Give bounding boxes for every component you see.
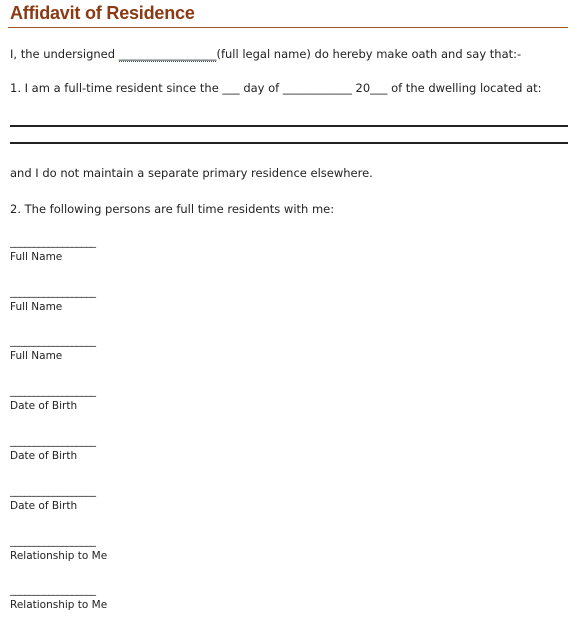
- address-line-2[interactable]: [10, 142, 568, 144]
- field-label: Relationship to Me: [10, 599, 108, 611]
- field-label: Date of Birth: [10, 400, 78, 412]
- intro-line: [10, 47, 521, 61]
- resident-field: [10, 386, 96, 412]
- resident-field: [10, 486, 96, 512]
- field-label: Relationship to Me: [10, 550, 108, 562]
- field-blank-line[interactable]: __________________: [10, 485, 96, 497]
- resident-field: [10, 336, 96, 362]
- title-divider: [8, 27, 568, 28]
- item-2-text: 2. The following persons are full time residents with me:: [10, 202, 335, 216]
- field-blank-line[interactable]: __________________: [10, 335, 96, 347]
- field-label: Full Name: [10, 301, 63, 313]
- resident-field: [10, 436, 96, 462]
- intro-prefix: I, the undersigned: [10, 47, 119, 61]
- document-title: Affidavit of Residence: [10, 3, 195, 23]
- field-blank-line[interactable]: __________________: [10, 286, 96, 298]
- resident-field: [10, 287, 96, 313]
- field-blank-line[interactable]: __________________: [10, 236, 96, 248]
- legal-name-blank[interactable]: _________________: [118, 47, 217, 61]
- resident-field: [10, 237, 96, 263]
- field-label: Date of Birth: [10, 500, 78, 512]
- field-blank-line[interactable]: __________________: [10, 535, 96, 547]
- item-1-text: 1. I am a full-time resident since the ___ day of ____________ 20___ of the dwelling located at:: [10, 81, 542, 95]
- field-label: Full Name: [10, 350, 63, 362]
- field-label: Full Name: [10, 251, 63, 263]
- resident-field: [10, 585, 107, 611]
- residence-statement: and I do not maintain a separate primary residence elsewhere.: [10, 166, 373, 180]
- field-blank-line[interactable]: __________________: [10, 435, 96, 447]
- field-label: Date of Birth: [10, 450, 78, 462]
- field-blank-line[interactable]: __________________: [10, 584, 96, 596]
- address-line-1[interactable]: [10, 125, 568, 127]
- field-blank-line[interactable]: __________________: [10, 385, 96, 397]
- resident-field: [10, 536, 107, 562]
- intro-suffix: (full legal name) do hereby make oath and say that:-: [216, 47, 522, 61]
